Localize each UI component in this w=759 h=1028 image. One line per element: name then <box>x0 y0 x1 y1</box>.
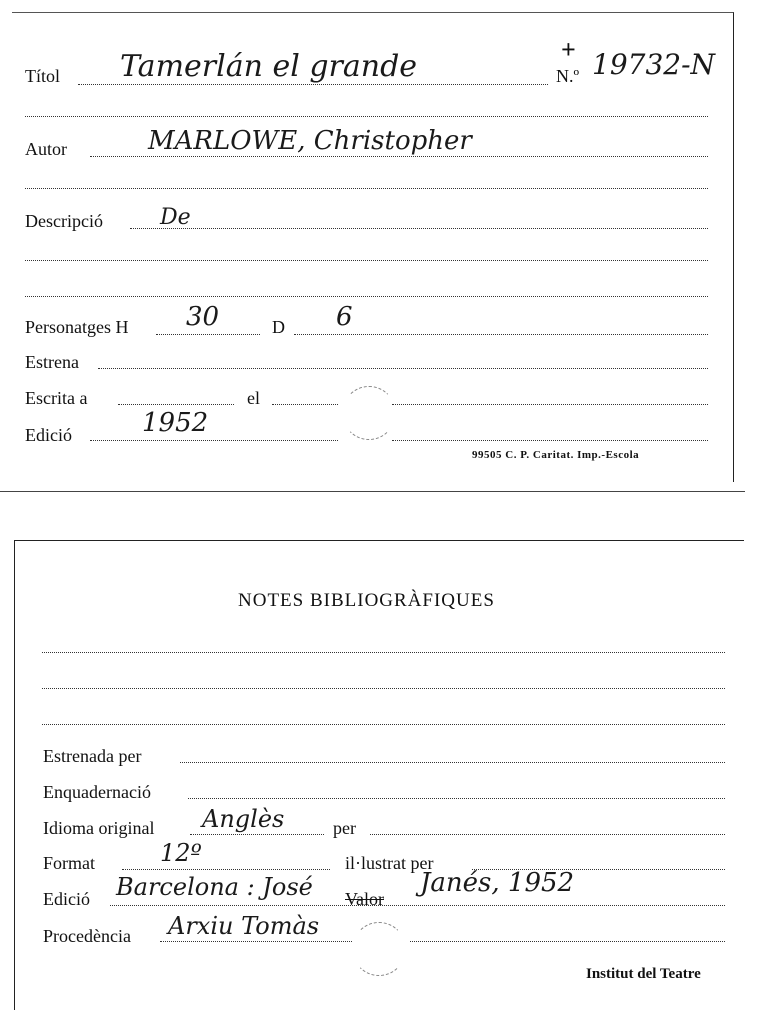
procedencia-line <box>160 941 352 942</box>
per-line <box>370 834 725 835</box>
autor-line <box>90 156 708 157</box>
edicio2-value-b: Janés, 1952 <box>420 868 575 898</box>
personatges-d-label: D <box>272 317 285 337</box>
num-label: N.º <box>556 66 580 86</box>
titol-line-2 <box>25 116 708 117</box>
el-line <box>272 404 338 405</box>
estrenada-line <box>180 762 725 763</box>
el-line-2 <box>392 404 708 405</box>
descripcio-label: Descripció <box>25 211 103 231</box>
format-label: Format <box>43 853 95 873</box>
format-value: 12º <box>160 839 202 867</box>
escrita-label: Escrita a <box>25 388 88 408</box>
edicio2-value-a: Barcelona : José <box>116 873 313 901</box>
num-value: 19732-N <box>592 48 716 81</box>
autor-line-2 <box>25 188 708 189</box>
illustrat-label: il·lustrat per <box>345 853 434 873</box>
per-label: per <box>333 818 356 838</box>
personatges-h-value: 30 <box>186 302 220 332</box>
el-label: el <box>247 388 260 408</box>
descripcio-value: De <box>160 205 191 230</box>
valor-label: Valor <box>345 889 384 909</box>
notes-line-3 <box>42 724 725 725</box>
autor-value: MARLOWE, Christopher <box>148 126 472 156</box>
notes-heading: NOTES BIBLIOGRÀFIQUES <box>238 590 495 611</box>
idioma-line <box>190 834 324 835</box>
institut-footer: Institut del Teatre <box>586 966 701 982</box>
enquadernacio-line <box>188 798 725 799</box>
notes-line-1 <box>42 652 725 653</box>
format-line <box>122 869 330 870</box>
descripcio-line-3 <box>25 296 708 297</box>
notes-line-2 <box>42 688 725 689</box>
idioma-label: Idioma original <box>43 818 155 838</box>
edicio-line <box>90 440 338 441</box>
estrena-line <box>98 368 708 369</box>
edicio-label: Edició <box>25 425 72 445</box>
estrenada-label: Estrenada per <box>43 746 142 766</box>
personatges-h-line <box>156 334 260 335</box>
estrena-label: Estrena <box>25 352 79 372</box>
descripcio-line-2 <box>25 260 708 261</box>
procedencia-label: Procedència <box>43 926 131 946</box>
procedencia-line-2 <box>410 941 725 942</box>
edicio2-line <box>110 905 725 906</box>
edicio-value: 1952 <box>142 408 209 438</box>
idioma-value: Anglès <box>202 805 285 833</box>
titol-label: Títol <box>25 66 60 86</box>
enquadernacio-label: Enquadernació <box>43 782 151 802</box>
printer-note: 99505 C. P. Caritat. Imp.-Escola <box>472 449 640 461</box>
punch-hole-2 <box>352 922 406 976</box>
edicio2-label: Edició <box>43 889 90 909</box>
escrita-line <box>118 404 234 405</box>
personatges-d-line <box>294 334 708 335</box>
edicio-line-2 <box>392 440 708 441</box>
titol-line <box>78 84 548 85</box>
personatges-d-value: 6 <box>336 302 353 332</box>
titol-value: Tamerlán el grande <box>120 49 418 84</box>
descripcio-line <box>130 228 708 229</box>
punch-hole <box>342 386 396 440</box>
procedencia-value: Arxiu Tomàs <box>168 912 320 940</box>
personatges-label: Personatges H <box>25 317 129 337</box>
num-mark: + <box>561 35 576 64</box>
cut-line <box>0 491 745 492</box>
autor-label: Autor <box>25 139 67 159</box>
